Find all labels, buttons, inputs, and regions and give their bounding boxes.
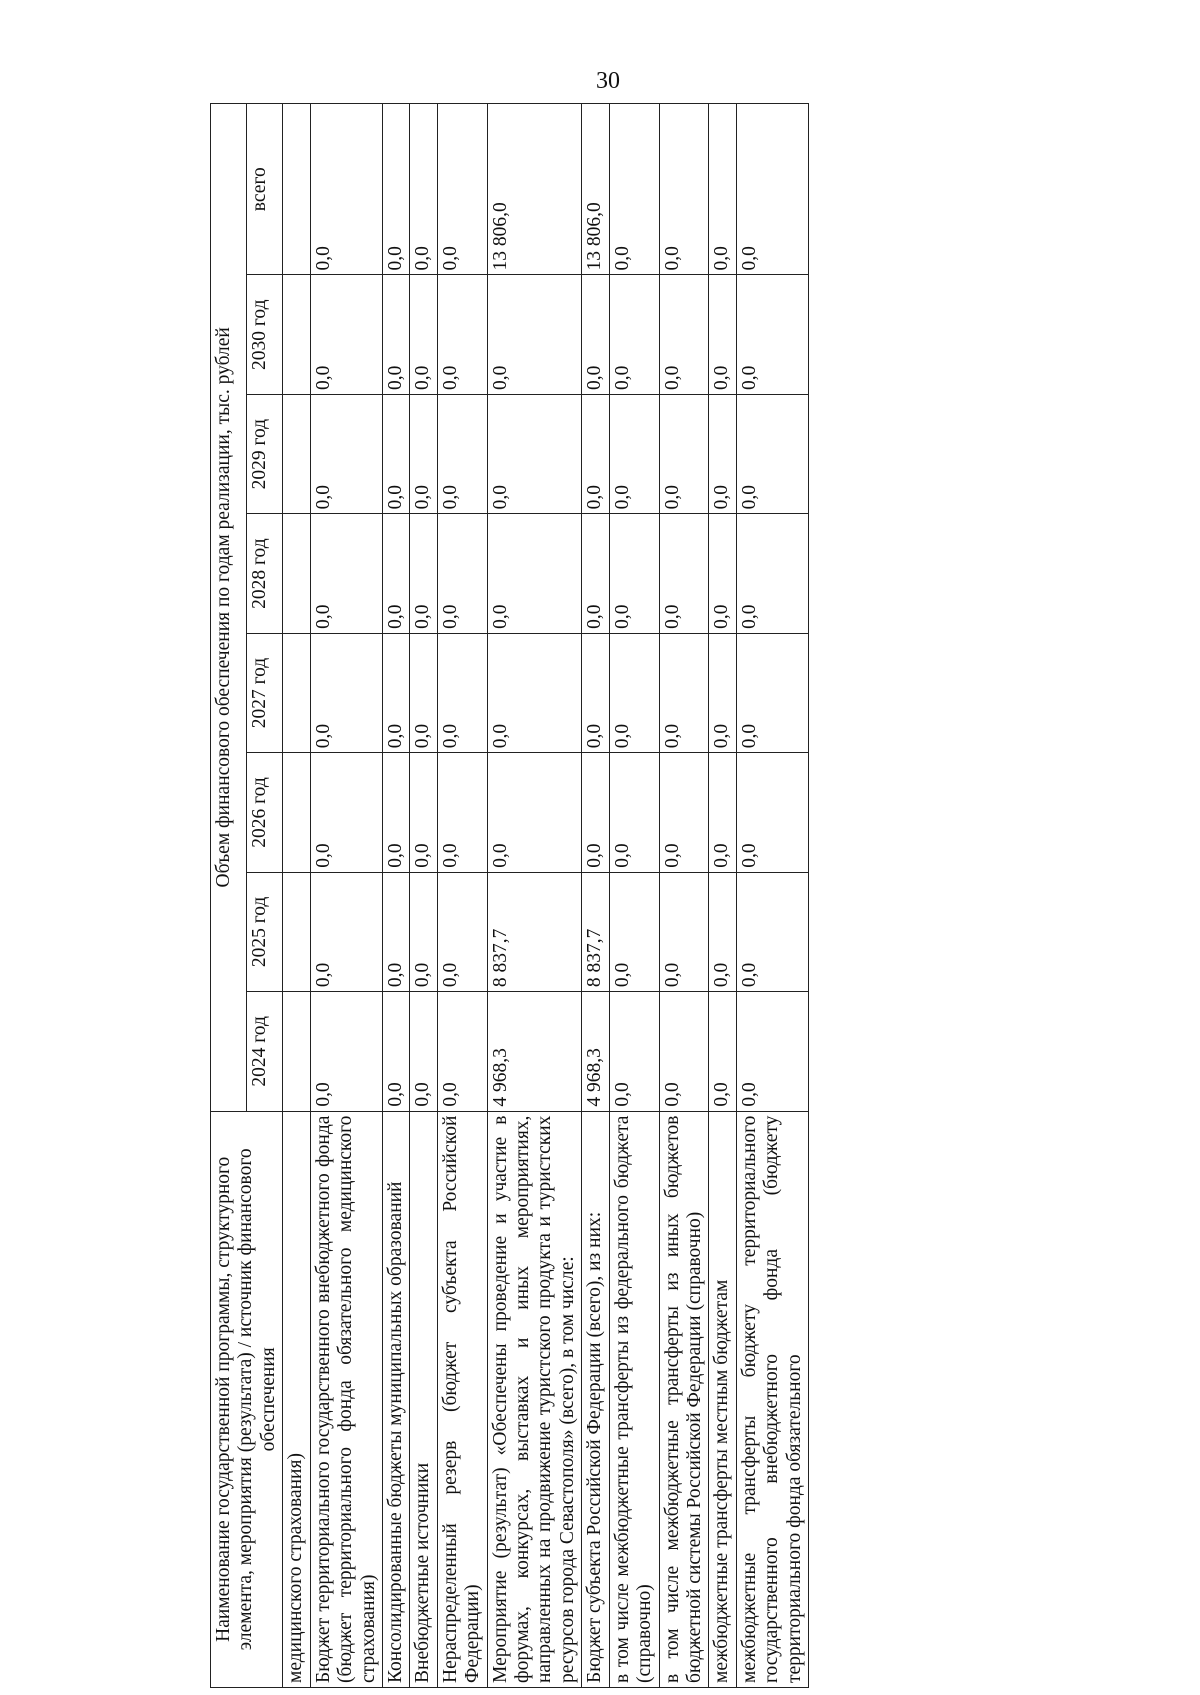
financing-table [210,103,809,1688]
table-row [609,104,659,1688]
row-total-cell: 13 806,0 [582,104,609,276]
row-value-cell: 0,0 [659,394,709,513]
row-name-cell: межбюджетные трансферты бюджету территориального государственного внебюджетного фонда (бюджету территориального фонда обязательного [736,1111,808,1687]
row-name-cell: межбюджетные трансферты местным бюджетам [709,1111,736,1687]
row-total-cell: 0,0 [410,104,437,276]
row-value-cell: 0,0 [382,394,409,513]
row-value-cell: 0,0 [736,514,808,633]
row-value-cell: 0,0 [659,633,709,752]
row-value-cell: 0,0 [410,275,437,394]
row-total-cell: 0,0 [310,104,382,276]
row-value-cell [283,872,310,991]
row-value-cell: 0,0 [310,275,382,394]
row-value-cell: 0,0 [382,514,409,633]
row-value-cell [283,992,310,1111]
table-row [487,104,582,1688]
row-value-cell: 0,0 [582,275,609,394]
row-value-cell: 0,0 [382,275,409,394]
row-value-cell: 0,0 [736,394,808,513]
table-row [659,104,709,1688]
row-value-cell: 0,0 [582,633,609,752]
row-total-cell: 0,0 [609,104,659,276]
row-value-cell: 0,0 [487,394,582,513]
row-total-cell: 0,0 [437,104,487,276]
row-value-cell: 0,0 [609,633,659,752]
row-value-cell: 0,0 [609,753,659,872]
row-total-cell: 0,0 [659,104,709,276]
row-value-cell: 0,0 [709,872,736,991]
row-value-cell: 0,0 [659,872,709,991]
row-value-cell: 0,0 [410,394,437,513]
row-value-cell: 0,0 [437,753,487,872]
header-year-2025: 2025 год [247,872,283,991]
header-year-2027: 2027 год [247,633,283,752]
row-value-cell: 0,0 [709,633,736,752]
row-value-cell: 8 837,7 [487,872,582,991]
row-value-cell: 0,0 [709,514,736,633]
row-value-cell: 0,0 [382,753,409,872]
row-value-cell: 0,0 [410,633,437,752]
row-value-cell: 0,0 [310,872,382,991]
table-row [310,104,382,1688]
row-value-cell: 0,0 [487,753,582,872]
header-total: всего [247,104,283,276]
row-value-cell: 0,0 [310,394,382,513]
row-value-cell: 0,0 [437,394,487,513]
row-value-cell: 0,0 [609,275,659,394]
row-value-cell: 0,0 [382,992,409,1111]
rotated-table-container [210,167,1040,1688]
header-year-2029: 2029 год [247,394,283,513]
row-value-cell: 0,0 [310,633,382,752]
table-row [410,104,437,1688]
row-value-cell: 0,0 [736,633,808,752]
row-value-cell: 0,0 [487,633,582,752]
table-row [709,104,736,1688]
row-value-cell: 0,0 [310,753,382,872]
row-value-cell: 0,0 [659,753,709,872]
row-value-cell [283,753,310,872]
row-value-cell: 4 968,3 [582,992,609,1111]
row-value-cell: 0,0 [709,753,736,872]
row-name-cell: Бюджет территориального государственного внебюджетного фонда (бюджет территориального фонда обязательного медицинского страхования) [310,1111,382,1687]
row-value-cell: 0,0 [437,275,487,394]
row-name-cell: медицинского страхования) [283,1111,310,1687]
header-year-2024: 2024 год [247,992,283,1111]
row-name-cell: Консолидированные бюджеты муниципальных образований [382,1111,409,1687]
row-value-cell: 0,0 [709,275,736,394]
header-year-2030: 2030 год [247,275,283,394]
row-value-cell: 8 837,7 [582,872,609,991]
row-value-cell: 0,0 [736,753,808,872]
row-value-cell: 0,0 [310,992,382,1111]
row-value-cell: 0,0 [382,872,409,991]
page-number: 30 [596,68,620,94]
row-value-cell: 0,0 [609,872,659,991]
row-value-cell: 0,0 [659,992,709,1111]
row-value-cell: 0,0 [582,753,609,872]
table-row [382,104,409,1688]
row-value-cell: 0,0 [736,275,808,394]
table-row [582,104,609,1688]
row-value-cell: 0,0 [437,633,487,752]
row-total-cell [283,104,310,276]
row-value-cell: 0,0 [437,872,487,991]
row-total-cell: 13 806,0 [487,104,582,276]
row-value-cell: 0,0 [437,992,487,1111]
row-value-cell: 0,0 [410,514,437,633]
row-value-cell: 0,0 [310,514,382,633]
header-year-2026: 2026 год [247,753,283,872]
row-total-cell: 0,0 [382,104,409,276]
row-name-cell: в том числе межбюджетные трансферты из иных бюджетов бюджетной системы Российской Федерации (справочно) [659,1111,709,1687]
header-name-column: Наименование государственной программы, структурного элемента, мероприятия (результата) / источник финансового обеспечения [211,1111,283,1687]
row-value-cell: 4 968,3 [487,992,582,1111]
row-value-cell: 0,0 [659,275,709,394]
row-value-cell: 0,0 [582,514,609,633]
row-value-cell: 0,0 [609,992,659,1111]
row-value-cell: 0,0 [487,275,582,394]
row-total-cell: 0,0 [736,104,808,276]
header-financing-group: Объем финансового обеспечения по годам реализации, тыс. рублей [211,104,247,1112]
row-value-cell: 0,0 [609,394,659,513]
row-name-cell: Мероприятие (результат) «Обеспечены проведение и участие в форумах, конкурсах, выставках и иных мероприятиях, направленных на продвижение туристского продукта и туристских ресурсов города Севастополя» (всего), в том числе: [487,1111,582,1687]
row-value-cell [283,394,310,513]
row-total-cell: 0,0 [709,104,736,276]
row-value-cell: 0,0 [437,514,487,633]
row-value-cell: 0,0 [410,753,437,872]
row-value-cell: 0,0 [736,872,808,991]
row-name-cell: Внебюджетные источники [410,1111,437,1687]
table-row [283,104,310,1688]
table-row [736,104,808,1688]
header-year-2028: 2028 год [247,514,283,633]
row-value-cell: 0,0 [709,394,736,513]
row-value-cell [283,633,310,752]
row-value-cell: 0,0 [382,633,409,752]
row-value-cell: 0,0 [609,514,659,633]
row-value-cell: 0,0 [582,394,609,513]
row-name-cell: Бюджет субъекта Российской Федерации (всего), из них: [582,1111,609,1687]
row-value-cell: 0,0 [709,992,736,1111]
row-value-cell: 0,0 [410,992,437,1111]
row-value-cell: 0,0 [659,514,709,633]
row-value-cell [283,275,310,394]
row-value-cell: 0,0 [410,872,437,991]
row-name-cell: в том числе межбюджетные трансферты из федерального бюджета (справочно) [609,1111,659,1687]
table-row [437,104,487,1688]
row-value-cell: 0,0 [487,514,582,633]
row-name-cell: Нераспределенный резерв (бюджет субъекта Российской Федерации) [437,1111,487,1687]
row-value-cell: 0,0 [736,992,808,1111]
row-value-cell [283,514,310,633]
